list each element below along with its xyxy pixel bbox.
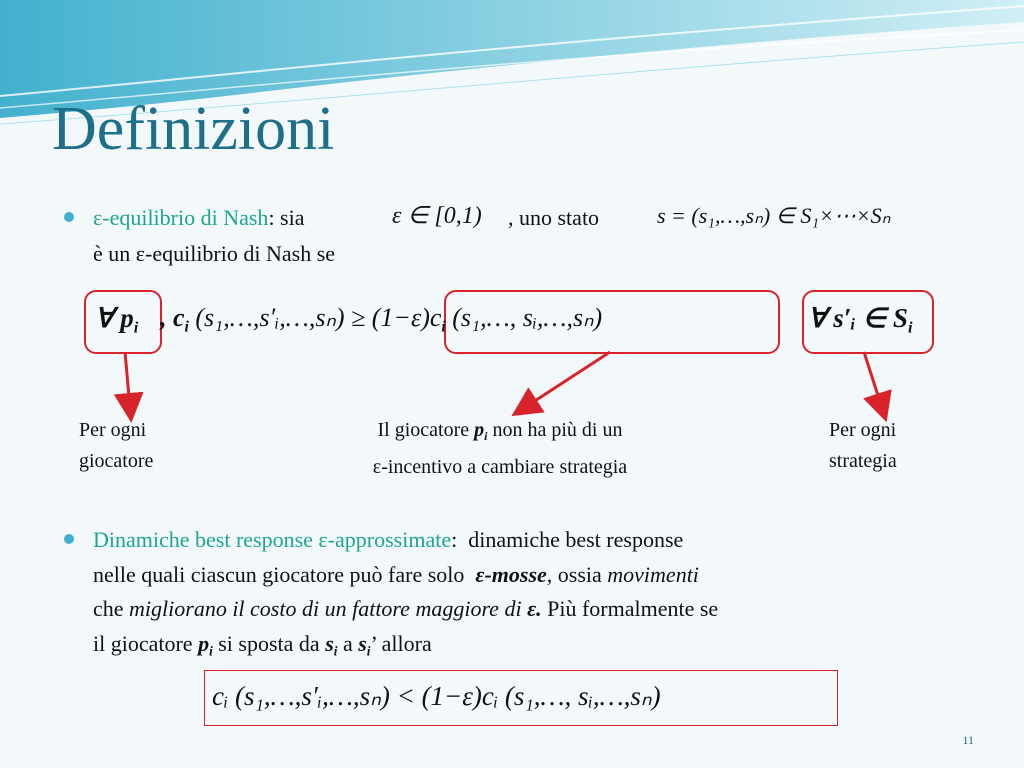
bullet-2-line-1 bbox=[93, 529, 683, 551]
cost-suffix: (s₁,…, sᵢ,…,sₙ) bbox=[452, 303, 603, 332]
bullet-2-l3c: ε. bbox=[527, 596, 542, 621]
note-incentive bbox=[320, 415, 680, 483]
slide-title: Definizioni bbox=[52, 95, 335, 163]
note-left-line-1: Per ogni bbox=[79, 419, 147, 441]
bullet-2-l4p: p bbox=[198, 631, 210, 656]
bullet-2-line-2 bbox=[93, 564, 699, 586]
cost-mid: (s₁,…,s′ᵢ,…,sₙ) ≥ (1−ε)c bbox=[195, 303, 442, 332]
note-center-p: p bbox=[474, 419, 485, 441]
note-center-line-2: ε-incentivo a cambiare strategia bbox=[372, 456, 628, 479]
bullet-2-l4a: il giocatore bbox=[93, 631, 193, 656]
bullet-2-l1: dinamiche best response bbox=[468, 527, 684, 552]
note-right-line-2: strategia bbox=[829, 450, 897, 472]
bullet-2-line-4 bbox=[93, 633, 432, 658]
bullet-2-l4b: si sposta da bbox=[218, 631, 320, 656]
bullet-2-l2d: movimenti bbox=[607, 562, 699, 587]
bullet-2-l3d: Più formalmente se bbox=[547, 596, 719, 621]
state-definition: s = (s₁,…,sₙ) ∈ S₁×⋯×Sₙ bbox=[657, 203, 891, 228]
note-center-sub: i bbox=[484, 429, 488, 444]
forall-p-sub: i bbox=[133, 318, 139, 337]
bullet-2-l3a: che bbox=[93, 596, 124, 621]
bullet-1-text-2: , uno stato bbox=[508, 205, 600, 230]
arrow-right bbox=[864, 352, 882, 408]
note-for-every-strategy bbox=[829, 415, 897, 477]
bullet-2-l2c: , ossia bbox=[546, 562, 602, 587]
bullet-2-l4s2: s bbox=[358, 631, 367, 656]
note-right-line-1: Per ogni bbox=[829, 419, 897, 441]
cost-prefix: , c bbox=[160, 303, 185, 332]
bullet-2-line-3 bbox=[93, 598, 718, 620]
bullet-2-colon: : bbox=[451, 527, 458, 552]
cost-inequality: , $c_i$ (s₁,…,s′ᵢ,…,sₙ) ≥ $(1-\varepsilon)c_i$ (s₁,…, sᵢ,…,sₙ) bbox=[160, 303, 603, 336]
forall-s-text: ∀ s′ᵢ ∈ S bbox=[808, 303, 908, 333]
bullet-1-text-1: : sia bbox=[268, 205, 305, 230]
note-center-line-1 bbox=[320, 415, 680, 452]
bullet-2-sub-p: i bbox=[209, 643, 213, 659]
bullet-2-sub-s2: i bbox=[366, 643, 371, 659]
formula-2: cᵢ (s₁,…,s′ᵢ,…,sₙ) < (1−ε)cᵢ (s₁,…, sᵢ,…,sₙ) bbox=[212, 681, 661, 711]
bullet-2-l3b: migliorano il costo di un fattore maggiore di bbox=[129, 596, 522, 621]
bullet-2-l2a: nelle quali ciascun giocatore può fare solo bbox=[93, 562, 465, 587]
bullet-2-l2b: ε-mosse bbox=[475, 562, 547, 587]
bullet-2-sub-s: i bbox=[333, 643, 338, 659]
bullet-2-l4c: a bbox=[342, 631, 353, 656]
note-center-text-b: non ha più di un bbox=[487, 419, 623, 441]
bullet-1-line-2: è un ε-equilibrio di Nash se bbox=[93, 241, 336, 266]
term-eps-nash: ε-equilibrio di Nash bbox=[93, 205, 269, 230]
bullet-2-l4s: s bbox=[325, 631, 334, 656]
arrow-left bbox=[125, 352, 130, 408]
eps-interval: ε ∈ [0,1) bbox=[392, 203, 482, 229]
forall-p-text: ∀ p bbox=[95, 303, 134, 333]
forall-s-sub: i bbox=[907, 318, 913, 337]
note-left-line-2: giocatore bbox=[79, 450, 154, 472]
note-center-text-a: Il giocatore bbox=[377, 419, 475, 441]
arrow-center bbox=[524, 352, 610, 408]
bullet-2-l4d: ’ allora bbox=[370, 631, 432, 656]
page-number: 11 bbox=[962, 733, 974, 747]
term-best-response: Dinamiche best response ε-approssimate bbox=[93, 527, 452, 552]
bullet-2-icon bbox=[64, 534, 74, 544]
note-for-every-player bbox=[79, 415, 153, 477]
